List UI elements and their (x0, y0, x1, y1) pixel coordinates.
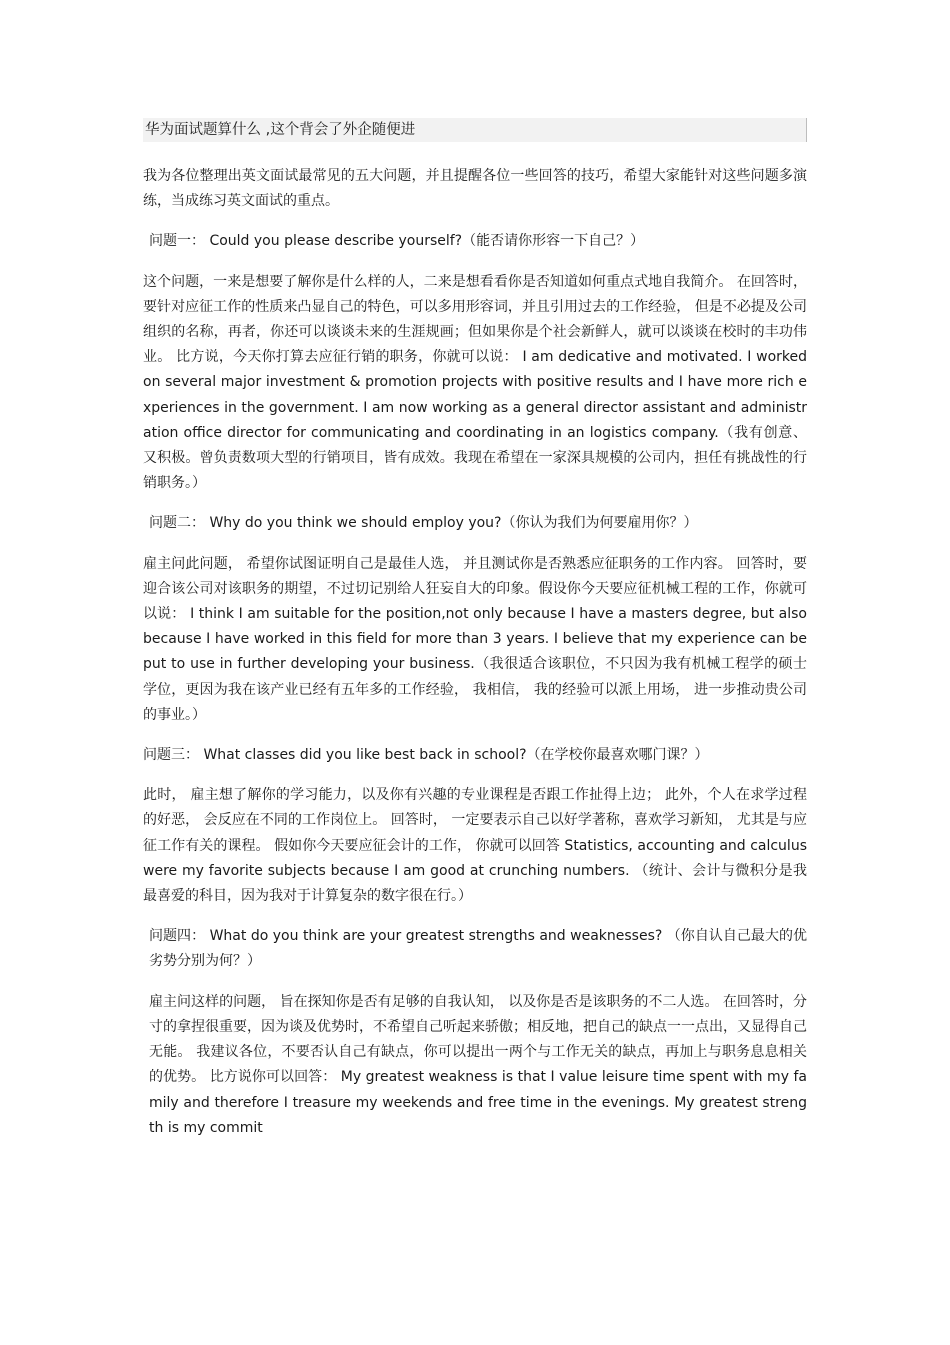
answer-3: 此时， 雇主想了解你的学习能力，以及你有兴趣的专业课程是否跟工作扯得上边； 此外，个人在求学过程的好恶， 会反应在不同的工作岗位上。 回答时， 一定要表示自己以好学著称，喜欢学习新知， 尤其是与应征工作有关的课程。 假如你今天要应征会计的工作， 你就可以回答 Statistics, accounting and calculus were my favorite subjects because I am good at crunching numbers. （统计、会计与微积分是我最喜爱的科目，因为我对于计算复杂的数字很在行。） (143, 787, 807, 905)
intro-paragraph: 我为各位整理出英文面试最常见的五大问题，并且提醒各位一些回答的技巧，希望大家能针对这些问题多演练，当成练习英文面试的重点。 (143, 168, 807, 210)
question-3: 问题三： What classes did you like best back in school?（在学校你最喜欢哪门课？） (143, 747, 709, 764)
document-title: 华为面试题算什么 ,这个背会了外企随便进 (143, 118, 807, 142)
answer-2: 雇主问此问题， 希望你试图证明自己是最佳人选， 并且测试你是否熟悉应征职务的工作内容。 回答时，要迎合该公司对该职务的期望，不过切记别给人狂妄自大的印象。假设你今天要应征机械工程的工作，你就可以说： I think I am suitable for the position,not only because I have a masters degree, but also because I have worked in this field for more than 3 years. I believe that my experience can be put to use in further developing your business.（我很适合该职位，不只因为我有机械工程学的硕士学位，更因为我在该产业已经有五年多的工作经验， 我相信， 我的经验可以派上用场， 进一步推动贵公司的事业。） (143, 555, 807, 723)
answer-4: 雇主问这样的问题， 旨在探知你是否有足够的自我认知， 以及你是否是该职务的不二人选。 在回答时，分寸的拿捏很重要，因为谈及优势时，不希望自己听起来骄傲；相反地，把自己的缺点一一点出，又显得自己无能。 我建议各位，不要否认自己有缺点，你可以提出一两个与工作无关的缺点，再加上与职务息息相关的优势。 比方说你可以回答： My greatest weakness is that I value leisure time spent with my family and therefore I treasure my weekends and free time in the evenings. My greatest strength is my commit (149, 993, 807, 1136)
answer-1: 这个问题，一来是想要了解你是什么样的人，二来是想看看你是否知道如何重点式地自我简介。 在回答时，要针对应征工作的性质来凸显自己的特色，可以多用形容词，并且引用过去的工作经验， 但是不必提及公司组织的名称，再者，你还可以谈谈未来的生涯规画；但如果你是个社会新鲜人，就可以谈谈在校时的丰功伟业。 比方说，今天你打算去应征行销的职务，你就可以说： I am dedicative and motivated. I worked on several major investment & promotion projects with positive results and I have more rich experiences in the government. I am now working as a general director assistant and administration office director for communicating and coordinating in an logistics company.（我有创意、又积极。曾负责数项大型的行销项目，皆有成效。我现在希望在一家深具规模的公司内，担任有挑战性的行销职务。） (143, 273, 807, 492)
document-page (143, 118, 807, 1156)
question-1: 问题一： Could you please describe yourself?（能否请你形容一下自己？） (149, 233, 645, 250)
question-4: 问题四： What do you think are your greatest strengths and weaknesses? （你自认自己最大的优劣势分别为何？） (149, 928, 807, 970)
question-2: 问题二： Why do you think we should employ you?（你认为我们为何要雇用你？） (149, 515, 698, 532)
